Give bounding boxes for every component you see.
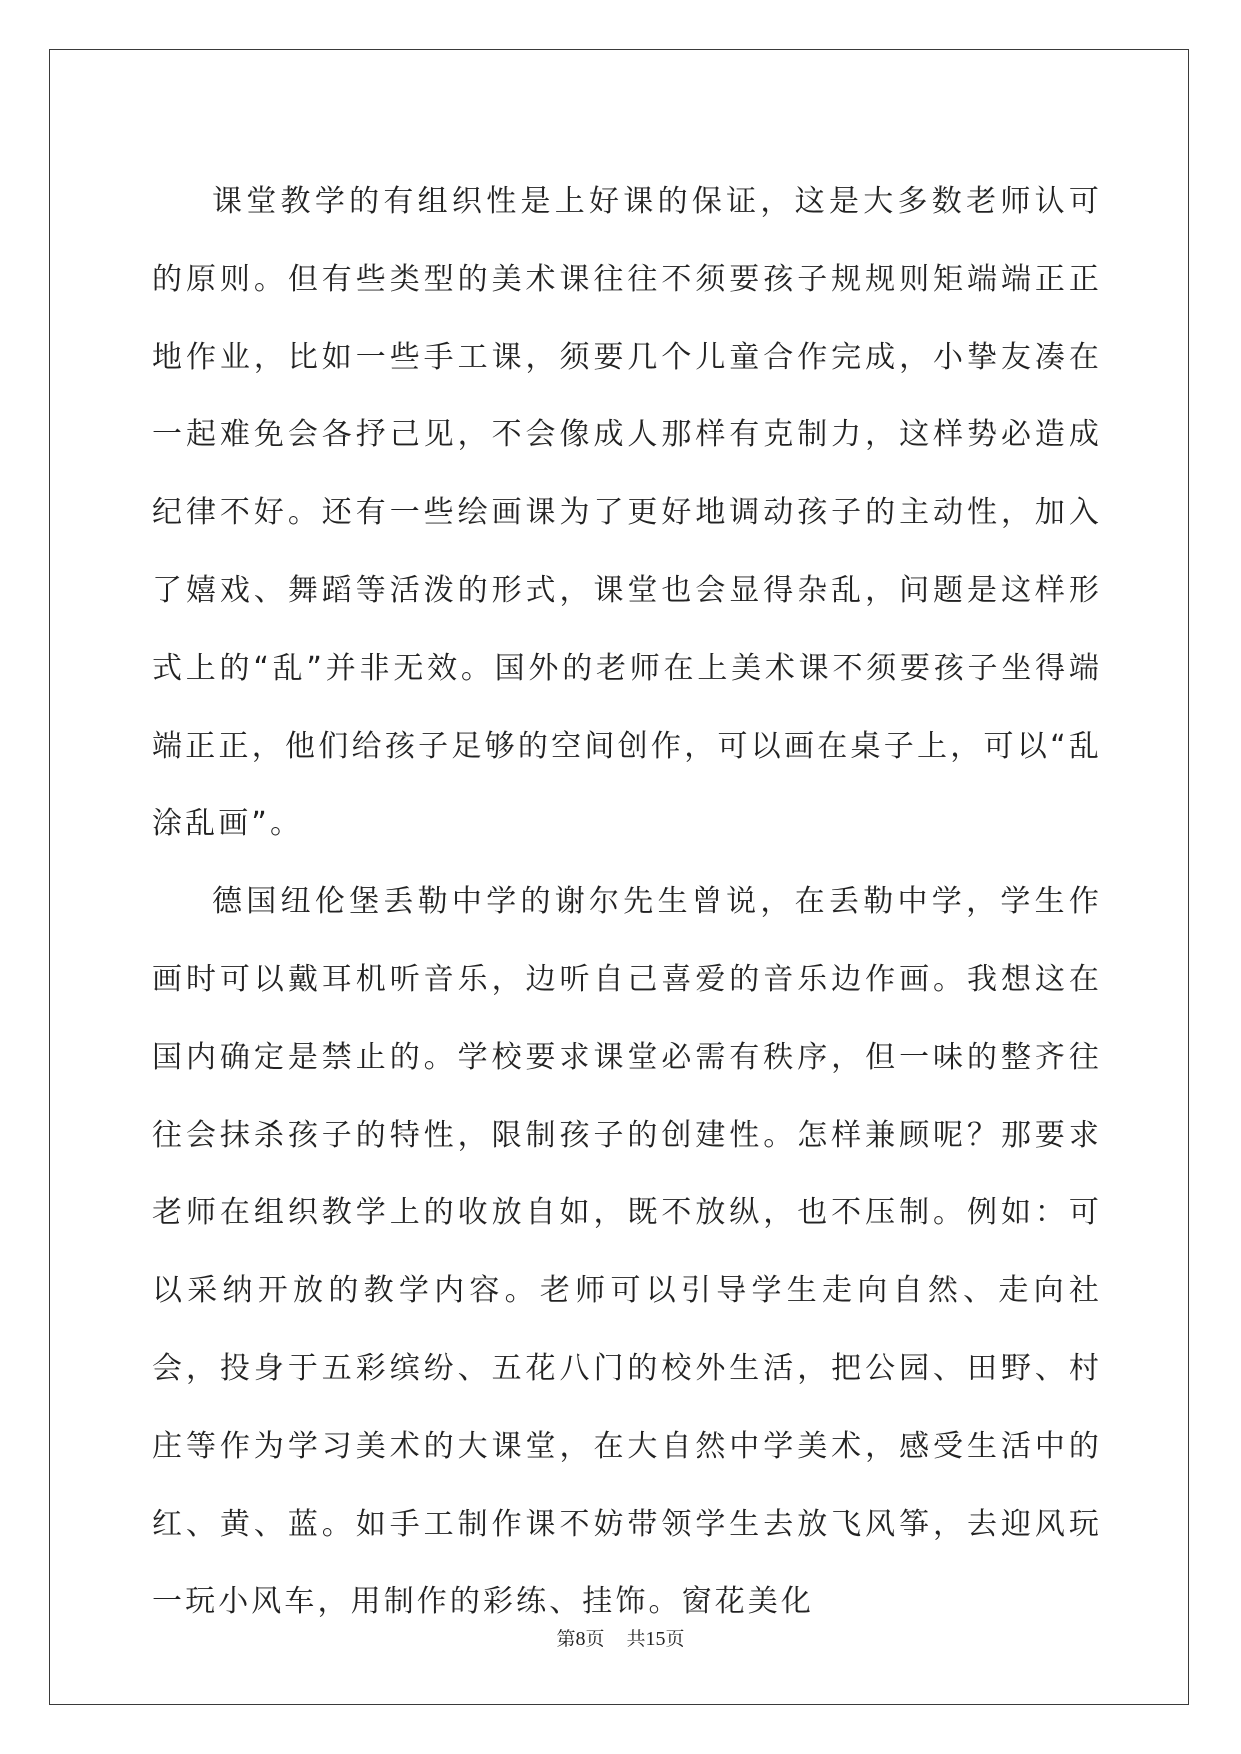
total-pages: 15 [645, 1628, 666, 1650]
paragraph-2: 德国纽伦堡丢勒中学的谢尔先生曾说，在丢勒中学，学生作画时可以戴耳机听音乐，边听自己喜爱的音乐边作画。我想这在国内确定是禁止的。学校要求课堂必需有秩序，但一味的整齐往往会抹杀孩子的特性，限制孩子的创建性。怎样兼顾呢？那要求老师在组织教学上的收放自如，既不放纵，也不压制。例如：可以采纳开放的教学内容。老师可以引导学生走向自然、走向社会，投身于五彩缤纷、五花八门的校外生活，把公园、田野、村庄等作为学习美术的大课堂，在大自然中学美术，感受生活中的红、黄、蓝。如手工制作课不妨带领学生去放飞风筝，去迎风玩一玩小风车，用制作的彩练、挂饰。窗花美化 [152, 884, 1102, 1620]
page-prefix: 第 [556, 1628, 576, 1650]
page-suffix: 页 [585, 1628, 605, 1650]
page-number: 8 [575, 1628, 586, 1650]
page-footer [0, 1624, 1241, 1651]
total-suffix: 页 [665, 1628, 685, 1650]
document-body [152, 163, 1102, 1641]
paragraph-1: 课堂教学的有组织性是上好课的保证，这是大多数老师认可的原则。但有些类型的美术课往往不须要孩子规规则矩端端正正地作业，比如一些手工课，须要几个儿童合作完成，小挚友凑在一起难免会各抒己见，不会像成人那样有克制力，这样势必造成纪律不好。还有一些绘画课为了更好地调动孩子的主动性，加入了嬉戏、舞蹈等活泼的形式，课堂也会显得杂乱，问题是这样形式上的“乱”并非无效。国外的老师在上美术课不须要孩子坐得端端正正，他们给孩子足够的空间创作，可以画在桌子上，可以“乱涂乱画”。 [152, 184, 1102, 842]
total-prefix: 共 [626, 1628, 646, 1650]
